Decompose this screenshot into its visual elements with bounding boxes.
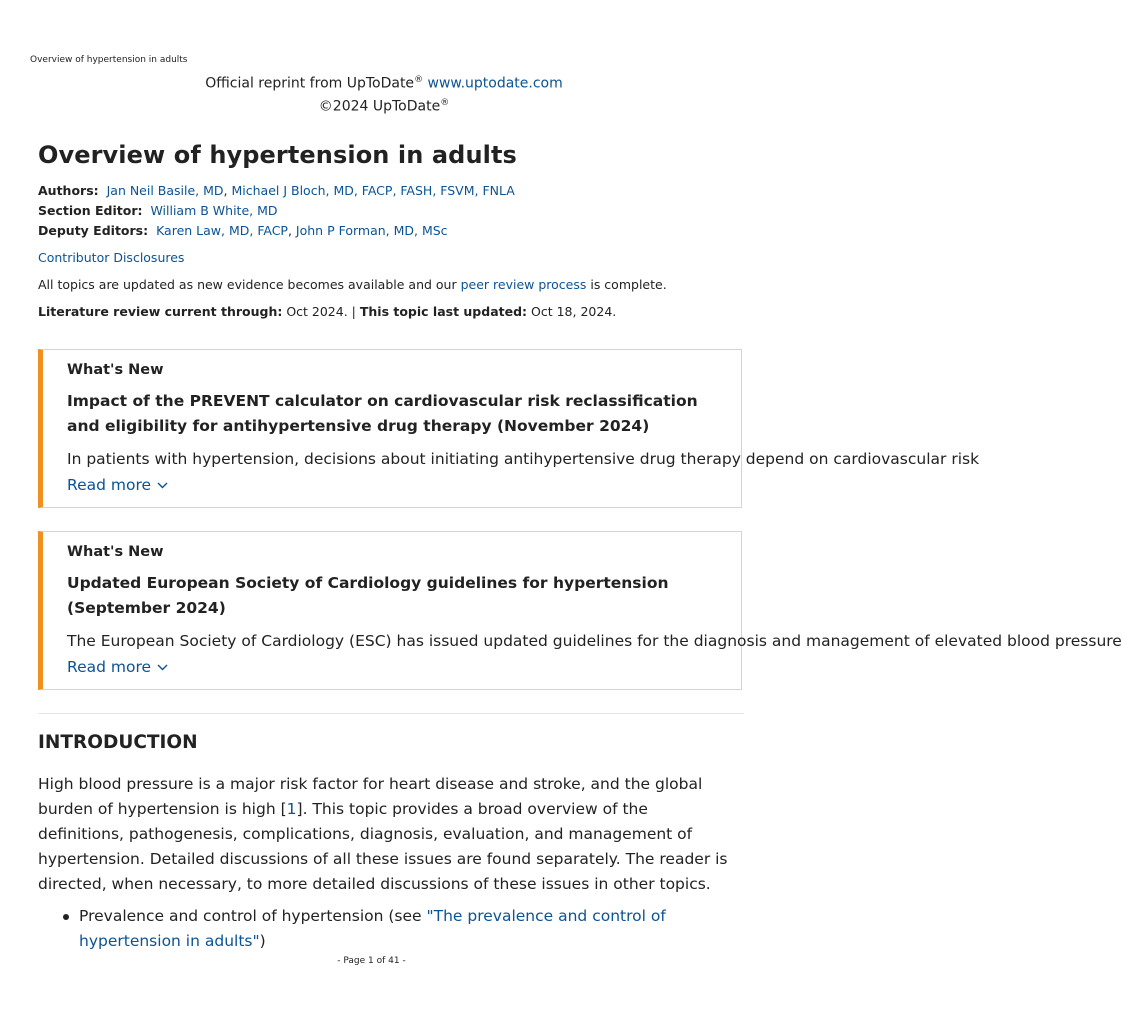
bullet-icon: [63, 914, 69, 920]
registered-mark: ®: [414, 75, 424, 85]
reprint-line-2: [0, 94, 768, 117]
whats-new-summary: In patients with hypertension, decisions about initiating antihypertensive drug therapy depend on cardiovascular risk: [67, 450, 980, 468]
page-number: - Page 1 of 41 -: [337, 956, 406, 966]
section-divider: [38, 713, 744, 714]
deputy-editors-row: Deputy Editors: Karen Law, MD, FACP, John P Forman, MD, MSc: [38, 223, 448, 238]
contributor-disclosures-link[interactable]: Contributor Disclosures: [38, 250, 185, 265]
last-updated-value: Oct 18, 2024.: [527, 304, 617, 319]
reprint-header: [0, 71, 768, 116]
introduction-paragraph: High blood pressure is a major risk factor for heart disease and stroke, and the global burden of hypertension is high [1]. This topic provides a broad overview of the definitions, pathogenesis, complications, diagnosis, evaluation, and management of hypertension. Detailed discussions of all these issues are found separately. The reader is directed, when necessary, to more detailed discussions of these issues in other topics.: [38, 775, 728, 893]
peer-review-link[interactable]: peer review process: [460, 277, 587, 292]
whats-new-box: [38, 531, 1122, 690]
author-link[interactable]: Michael J Bloch, MD, FACP, FASH, FSVM, FNLA: [231, 183, 515, 198]
reprint-text: Official reprint from UpToDate: [205, 75, 415, 92]
whats-new-title: Impact of the PREVENT calculator on cardiovascular risk reclassification and eligibility for antihypertensive drug therapy (November 2024): [67, 392, 698, 435]
section-heading: INTRODUCTION: [38, 732, 198, 753]
update-note: All topics are updated as new evidence becomes available and our peer review process is complete.: [38, 277, 667, 292]
authors-label: Authors:: [38, 183, 99, 198]
whats-new-label: What's New: [67, 544, 164, 560]
reference-link[interactable]: 1: [286, 800, 297, 818]
read-more-label: Read more: [67, 476, 152, 494]
topic-list: [38, 904, 738, 954]
reprint-line-1: [0, 71, 768, 94]
page-title: Overview of hypertension in adults: [38, 141, 517, 169]
read-more-button[interactable]: [67, 656, 168, 678]
section-editor-link[interactable]: William B White, MD: [150, 203, 278, 218]
author-link[interactable]: Jan Neil Basile, MD: [106, 183, 224, 198]
review-dates: [38, 302, 744, 322]
whats-new-title: Updated European Society of Cardiology guidelines for hypertension (September 2024): [67, 574, 669, 617]
authors-row: Authors: Jan Neil Basile, MD, Michael J Bloch, MD, FACP, FASH, FSVM, FNLA: [38, 183, 515, 198]
article-header: [38, 138, 744, 322]
last-updated-label: This topic last updated:: [359, 304, 528, 319]
article-meta: [38, 181, 744, 322]
lit-review-label: Literature review current through:: [38, 304, 283, 319]
copyright-text: ©2024 UpToDate: [318, 98, 441, 115]
deputy-editor-link[interactable]: John P Forman, MD, MSc: [295, 223, 448, 238]
running-title: Overview of hypertension in adults: [30, 55, 188, 65]
whats-new-box: [38, 349, 980, 508]
topic-link[interactable]: "The prevalence and control of hypertension in adults": [79, 907, 666, 950]
uptodate-site-link[interactable]: www.uptodate.com: [427, 75, 563, 92]
deputy-editors-label: Deputy Editors:: [38, 223, 149, 238]
chevron-down-icon: [157, 664, 168, 671]
read-more-label: Read more: [67, 658, 152, 676]
deputy-editor-link[interactable]: Karen Law, MD, FACP: [156, 223, 288, 238]
section-editor-row: [38, 201, 744, 221]
read-more-button[interactable]: [67, 474, 168, 496]
registered-mark-2: ®: [440, 97, 450, 108]
section-editor-label: Section Editor:: [38, 203, 143, 218]
whats-new-label: What's New: [67, 362, 164, 378]
whats-new-summary: The European Society of Cardiology (ESC) has issued updated guidelines for the diagnosis and management of elevated blood pressure: [67, 632, 1122, 650]
chevron-down-icon: [157, 482, 168, 489]
lit-review-value: Oct 2024. |: [282, 304, 360, 319]
list-item: Prevalence and control of hypertension (see "The prevalence and control of hypertension in adults"): [38, 904, 738, 954]
